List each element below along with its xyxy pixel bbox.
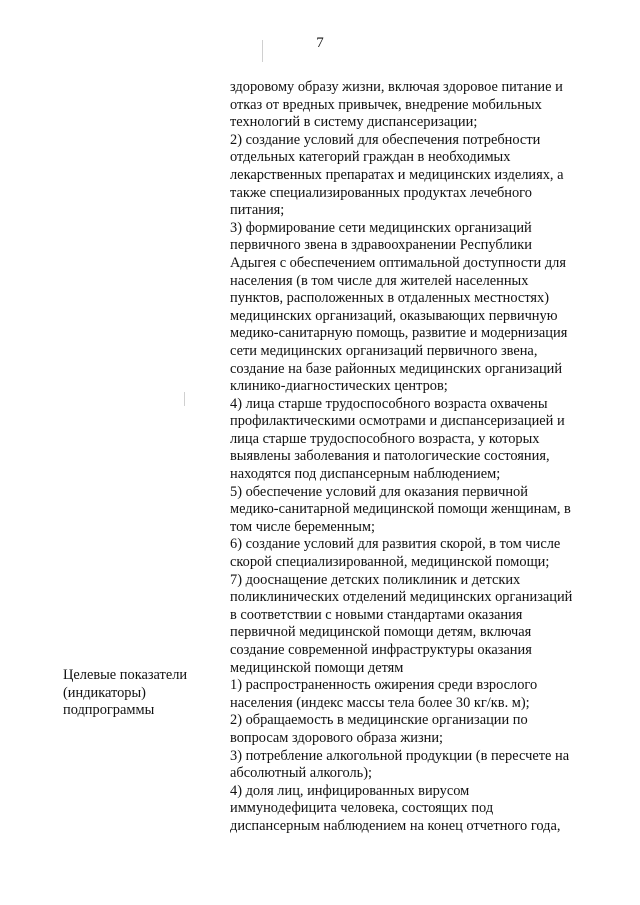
right-cell-text-line: медико-санитарную помощь, развитие и модернизация	[230, 325, 568, 342]
right-cell-text-line: 7) дооснащение детских поликлиник и детских	[230, 571, 521, 588]
right-cell-text-line: 1) распространенность ожирения среди взрослого	[230, 677, 538, 694]
right-cell-text-line: медицинской помощи детям	[230, 659, 404, 676]
table-left-cell-indicators-heading	[63, 667, 223, 720]
right-cell-text-line: иммунодефицита человека, состоящих под	[230, 800, 494, 817]
right-cell-text-line: поликлинических отделений медицинских организаций	[230, 589, 573, 606]
right-cell-text-line: отдельных категорий граждан в необходимых	[230, 149, 511, 166]
scan-artifact-line	[184, 392, 185, 406]
right-cell-text-line: вопросам здорового образа жизни;	[230, 729, 444, 746]
right-cell-text-line: создание современной инфраструктуры оказания	[230, 642, 532, 658]
right-cell-text-line: создание на базе районных медицинских организаций	[230, 360, 563, 377]
right-cell-text-line: том числе беременным;	[230, 518, 375, 535]
left-cell-text-line: подпрограммы	[63, 702, 155, 719]
right-cell-text-line: Адыгея с обеспечением оптимальной доступности для	[230, 254, 566, 271]
right-cell-text-line: выявлены заболевания и патологические состояния,	[230, 448, 550, 465]
right-cell-text-line: населения (индекс массы тела более 30 кг/кв. м);	[230, 694, 530, 711]
right-cell-text-line: 4) доля лиц, инфицированных вирусом	[230, 782, 470, 799]
right-cell-text-line: 2) создание условий для обеспечения потребности	[230, 131, 541, 148]
right-cell-text-line: медико-санитарной медицинской помощи женщинам, в	[230, 501, 571, 518]
right-cell-text-line: здоровому образу жизни, включая здоровое питание и	[230, 79, 563, 95]
right-cell-text-line: скорой специализированной, медицинской помощи;	[230, 554, 550, 571]
right-cell-text-line: технологий в систему диспансеризации;	[230, 114, 478, 131]
table-right-cell-text	[230, 79, 592, 836]
right-cell-text-line: первичной медицинской помощи детям, включая	[230, 624, 532, 641]
right-cell-text-line: в соответствии с новыми стандартами оказания	[230, 606, 523, 623]
right-cell-text-line: 6) создание условий для развития скорой, в том числе	[230, 536, 561, 553]
right-cell-text-line: находятся под диспансерным наблюдением;	[230, 466, 501, 483]
right-cell-text-line: 2) обращаемость в медицинские организации по	[230, 712, 528, 729]
right-cell-text-line: клинико-диагностических центров;	[230, 378, 448, 395]
right-cell-text-line: 3) формирование сети медицинских организаций	[230, 219, 532, 236]
page-number: 7	[316, 35, 324, 51]
right-cell-text-line: питания;	[230, 202, 285, 219]
right-cell-text-line: 4) лица старше трудоспособного возраста охвачены	[230, 395, 548, 412]
right-cell-text-line: первичного звена в здравоохранении Республики	[230, 237, 532, 254]
right-cell-text-line: медицинских организаций, оказывающих первичную	[230, 307, 558, 324]
right-cell-text-line: лекарственных препаратах и медицинских изделиях, а	[230, 166, 564, 183]
right-cell-text-line: также специализированных продуктах лечебного	[230, 184, 532, 201]
right-cell-text-line: пунктов, расположенных в отдаленных местностях)	[230, 290, 550, 307]
right-cell-text-line: населения (в том числе для жителей населенных	[230, 272, 529, 289]
left-cell-text-line: (индикаторы)	[63, 684, 146, 701]
left-cell-text-line: Целевые показатели	[63, 667, 188, 683]
right-cell-text-line: диспансерным наблюдением на конец отчетного года,	[230, 817, 561, 834]
right-cell-text-line: 3) потребление алкогольной продукции (в пересчете на	[230, 747, 570, 764]
right-cell-text-line: отказ от вредных привычек, внедрение мобильных	[230, 96, 542, 113]
right-cell-text-line: сети медицинских организаций первичного звена,	[230, 342, 538, 359]
right-cell-text-line: абсолютный алкоголь);	[230, 765, 373, 782]
right-cell-text-line: лица старше трудоспособного возраста, у которых	[230, 430, 540, 447]
right-cell-text-line: профилактическими осмотрами и диспансеризацией и	[230, 413, 565, 430]
right-cell-text-line: 5) обеспечение условий для оказания первичной	[230, 483, 528, 500]
